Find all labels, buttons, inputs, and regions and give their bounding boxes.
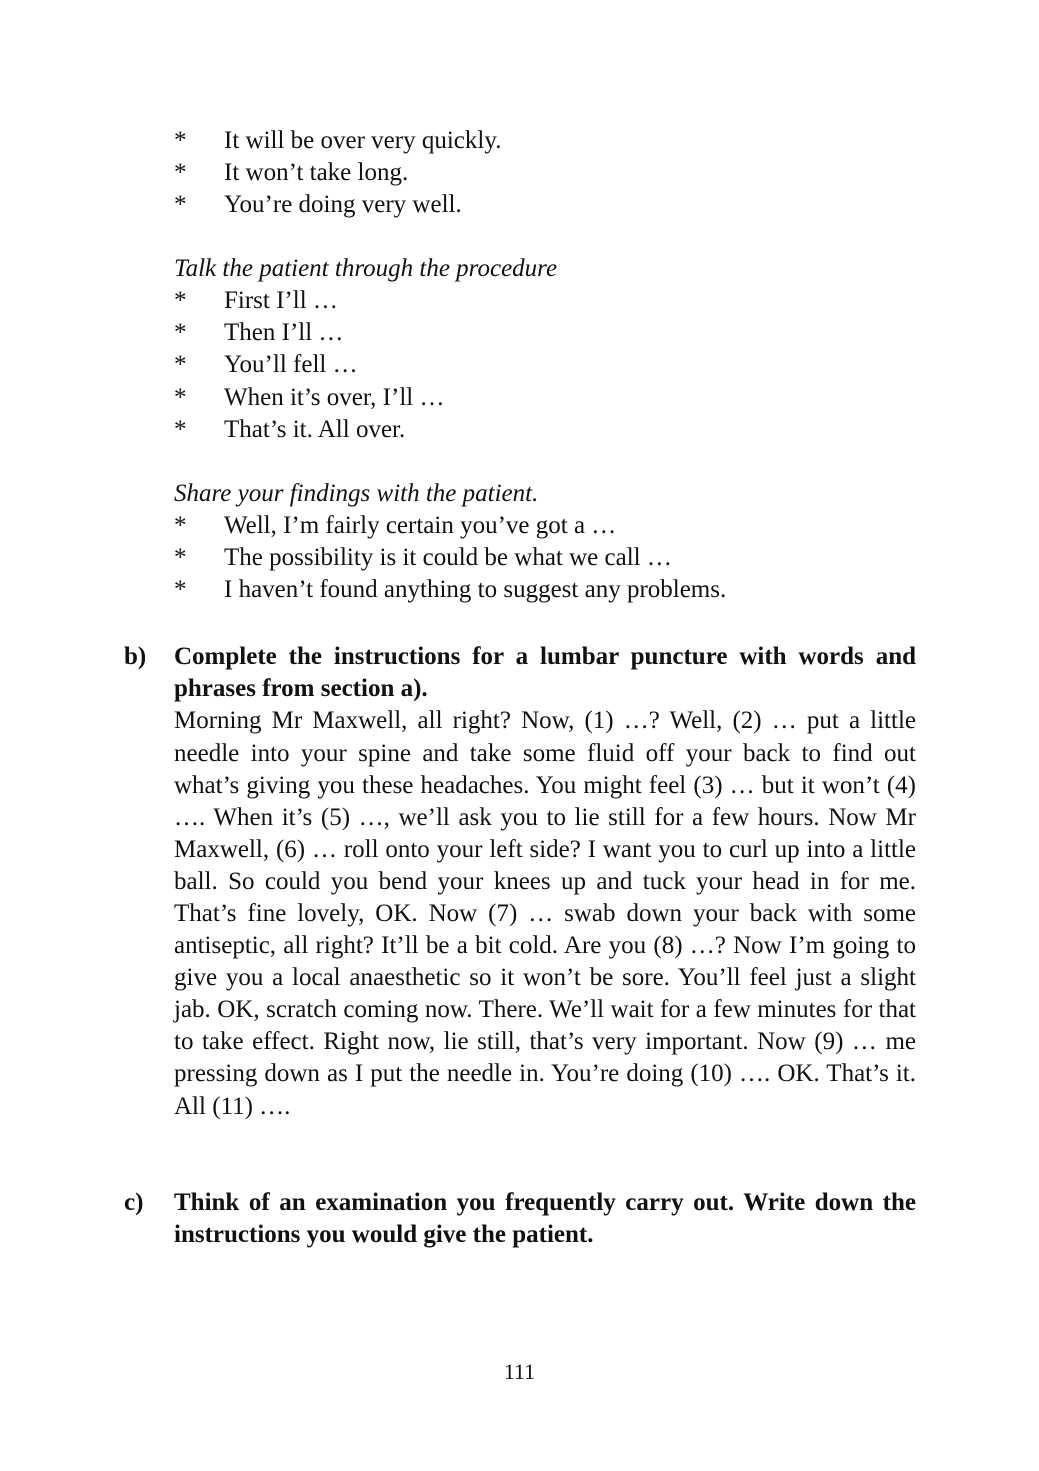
list-item-text: The possibility is it could be what we call … [224, 544, 672, 572]
question-b-label: b) [124, 643, 147, 670]
list-item-text: Then I’ll … [224, 319, 344, 347]
question-b [174, 641, 916, 1123]
bullet-marker: * [174, 159, 187, 187]
list-item [174, 382, 916, 414]
bullet-marker: * [174, 415, 187, 443]
share-findings-section [174, 478, 916, 607]
list-item [174, 349, 916, 381]
list-item [174, 317, 916, 349]
reassurance-list [174, 125, 916, 222]
question-c-title: Think of an examination you frequently carry out. Write down the instructions you would give the patient. [174, 1189, 916, 1249]
bullet-marker: * [174, 383, 187, 411]
bullet-marker: * [174, 576, 187, 604]
list-item-text: That’s it. All over. [224, 415, 406, 443]
list-item-text: Well, I’m fairly certain you’ve got a … [224, 512, 617, 539]
list-item-text: First I’ll … [224, 287, 338, 314]
bullet-marker: * [174, 191, 187, 219]
question-c [174, 1187, 916, 1251]
list-item [174, 125, 916, 157]
bullet-marker: * [174, 512, 187, 539]
list-item [174, 510, 916, 542]
list-item-text: When it’s over, I’ll … [224, 383, 445, 411]
question-b-passage: Morning Mr Maxwell, all right? Now, (1) …? Well, (2) … put a little needle into your spine and take some fluid off your back to find out what’s giving you these headaches. You might feel (3) … but it won’t (4) …. When it’s (5) …, we’ll ask you to lie still for a few hours. Now Mr Maxwell, (6) … roll onto your left side? I want you to curl up into a little ball. So could you bend your knees up and tuck your head in for me. That’s fine lovely, OK. Now (7) … swab down your back with some antiseptic, all right? It’ll be a bit cold. Are you (8) …? Now I’m going to give you a local anaesthetic so it won’t be sore. You’ll feel just a slight jab. OK, scratch coming now. There. We’ll wait for a few minutes for that to take effect. Right now, lie still, that’s very important. Now (9) … me pressing down as I put the needle in. You’re doing (10) …. OK. That’s it. All (11) …. [174, 707, 916, 1120]
list-item [174, 285, 916, 317]
list-item [174, 414, 916, 446]
reassurance-list-block [174, 125, 916, 222]
share-findings-list [174, 510, 916, 607]
question-c-label: c) [124, 1189, 144, 1216]
page-number: 111 [503, 1359, 536, 1384]
question-b-title: Complete the instructions for a lumbar puncture with words and phrases from section a). [174, 643, 916, 703]
bullet-marker: * [174, 351, 187, 379]
bullet-marker: * [174, 544, 187, 572]
list-item [174, 157, 916, 189]
talk-through-section [174, 253, 916, 446]
list-item [174, 189, 916, 221]
list-item [174, 574, 916, 606]
section-heading: Talk the patient through the procedure [174, 255, 558, 282]
list-item [174, 542, 916, 574]
list-item-text: I haven’t found anything to suggest any problems. [224, 576, 727, 604]
list-item-text: You’re doing very well. [224, 191, 462, 219]
talk-through-list [174, 285, 916, 446]
bullet-marker: * [174, 287, 187, 314]
list-item-text: It will be over very quickly. [224, 127, 502, 154]
section-heading: Share your findings with the patient. [174, 480, 539, 507]
list-item-text: It won’t take long. [224, 159, 409, 187]
bullet-marker: * [174, 127, 187, 154]
list-item-text: You’ll fell … [224, 351, 358, 379]
bullet-marker: * [174, 319, 187, 347]
